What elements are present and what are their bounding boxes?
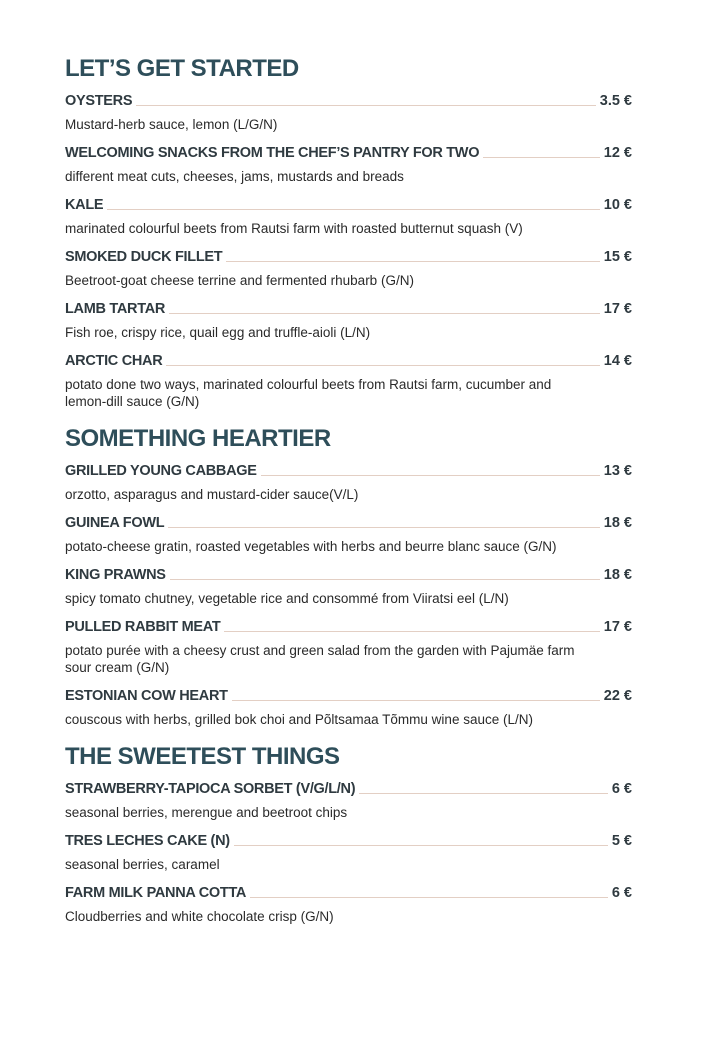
item-price: 15 € xyxy=(603,249,632,265)
section-title: THE SWEETEST THINGS xyxy=(65,743,340,770)
dotted-leader xyxy=(226,260,599,262)
menu-item xyxy=(65,92,632,133)
item-name: WELCOMING SNACKS FROM THE CHEF’S PANTRY FOR TWO xyxy=(65,145,480,161)
dotted-leader xyxy=(483,156,600,158)
item-price: 5 € xyxy=(611,833,632,849)
section-title: LET’S GET STARTED xyxy=(65,55,299,82)
dotted-leader xyxy=(261,474,600,476)
dotted-leader xyxy=(169,312,600,314)
item-price: 12 € xyxy=(603,145,632,161)
item-name: LAMB TARTAR xyxy=(65,301,166,317)
item-price: 10 € xyxy=(603,197,632,213)
item-name: OYSTERS xyxy=(65,93,133,109)
item-name: PULLED RABBIT MEAT xyxy=(65,619,221,635)
item-name: GUINEA FOWL xyxy=(65,515,165,531)
menu-item xyxy=(65,352,632,410)
item-description: couscous with herbs, grilled bok choi and Põltsamaa Tõmmu wine sauce (L/N) xyxy=(65,712,533,727)
dotted-leader xyxy=(250,896,608,898)
menu-item xyxy=(65,300,632,341)
section-title: SOMETHING HEARTIER xyxy=(65,425,331,452)
item-description: Mustard-herb sauce, lemon (L/G/N) xyxy=(65,117,278,132)
item-description: orzotto, asparagus and mustard-cider sauce(V/L) xyxy=(65,487,359,502)
item-description: Beetroot-goat cheese terrine and fermented rhubarb (G/N) xyxy=(65,273,414,288)
menu-item xyxy=(65,196,632,237)
item-price: 6 € xyxy=(611,885,632,901)
item-name: ESTONIAN COW HEART xyxy=(65,688,228,704)
dotted-leader xyxy=(170,578,600,580)
dotted-leader xyxy=(166,364,599,366)
item-description: seasonal berries, caramel xyxy=(65,857,220,872)
menu-item xyxy=(65,687,632,728)
dotted-leader xyxy=(232,699,600,701)
dotted-leader xyxy=(136,104,596,106)
item-price: 17 € xyxy=(603,301,632,317)
menu-item xyxy=(65,144,632,185)
menu-item xyxy=(65,462,632,503)
item-price: 14 € xyxy=(603,353,632,369)
section-desserts xyxy=(65,742,632,925)
item-price: 22 € xyxy=(603,688,632,704)
item-name: KING PRAWNS xyxy=(65,567,166,583)
item-name: STRAWBERRY-TAPIOCA SORBET (V/G/L/N) xyxy=(65,781,356,797)
dotted-leader xyxy=(107,208,599,210)
menu-item xyxy=(65,248,632,289)
menu-item xyxy=(65,514,632,555)
item-name: SMOKED DUCK FILLET xyxy=(65,249,223,265)
item-name: TRES LECHES CAKE (N) xyxy=(65,833,230,849)
item-description: different meat cuts, cheeses, jams, mustards and breads xyxy=(65,169,404,184)
menu-item xyxy=(65,566,632,607)
item-price: 17 € xyxy=(603,619,632,635)
item-name: GRILLED YOUNG CABBAGE xyxy=(65,463,257,479)
item-description: potato done two ways, marinated colourful beets from Rautsi farm, cucumber and lemon-dill sauce (G/N) xyxy=(65,377,552,409)
section-mains xyxy=(65,424,632,728)
item-price: 6 € xyxy=(611,781,632,797)
menu-item xyxy=(65,832,632,873)
item-name: FARM MILK PANNA COTTA xyxy=(65,885,247,901)
dotted-leader xyxy=(234,844,608,846)
menu-item xyxy=(65,618,632,676)
dotted-leader xyxy=(359,792,608,794)
item-description: potato purée with a cheesy crust and green salad from the garden with Pajumäe farm sour cream (G/N) xyxy=(65,643,575,675)
item-name: KALE xyxy=(65,197,104,213)
item-description: Fish roe, crispy rice, quail egg and truffle-aioli (L/N) xyxy=(65,325,371,340)
item-price: 3.5 € xyxy=(599,93,632,109)
item-description: seasonal berries, merengue and beetroot chips xyxy=(65,805,348,820)
item-price: 18 € xyxy=(603,567,632,583)
item-description: spicy tomato chutney, vegetable rice and consommé from Viiratsi eel (L/N) xyxy=(65,591,509,606)
item-price: 18 € xyxy=(603,515,632,531)
item-description: Cloudberries and white chocolate crisp (G/N) xyxy=(65,909,334,924)
menu-item xyxy=(65,884,632,925)
section-starters xyxy=(65,54,632,410)
item-description: potato-cheese gratin, roasted vegetables with herbs and beurre blanc sauce (G/N) xyxy=(65,539,557,554)
item-description: marinated colourful beets from Rautsi farm with roasted butternut squash (V) xyxy=(65,221,523,236)
dotted-leader xyxy=(224,630,599,632)
dotted-leader xyxy=(168,526,600,528)
item-price: 13 € xyxy=(603,463,632,479)
item-name: ARCTIC CHAR xyxy=(65,353,163,369)
menu-item xyxy=(65,780,632,821)
